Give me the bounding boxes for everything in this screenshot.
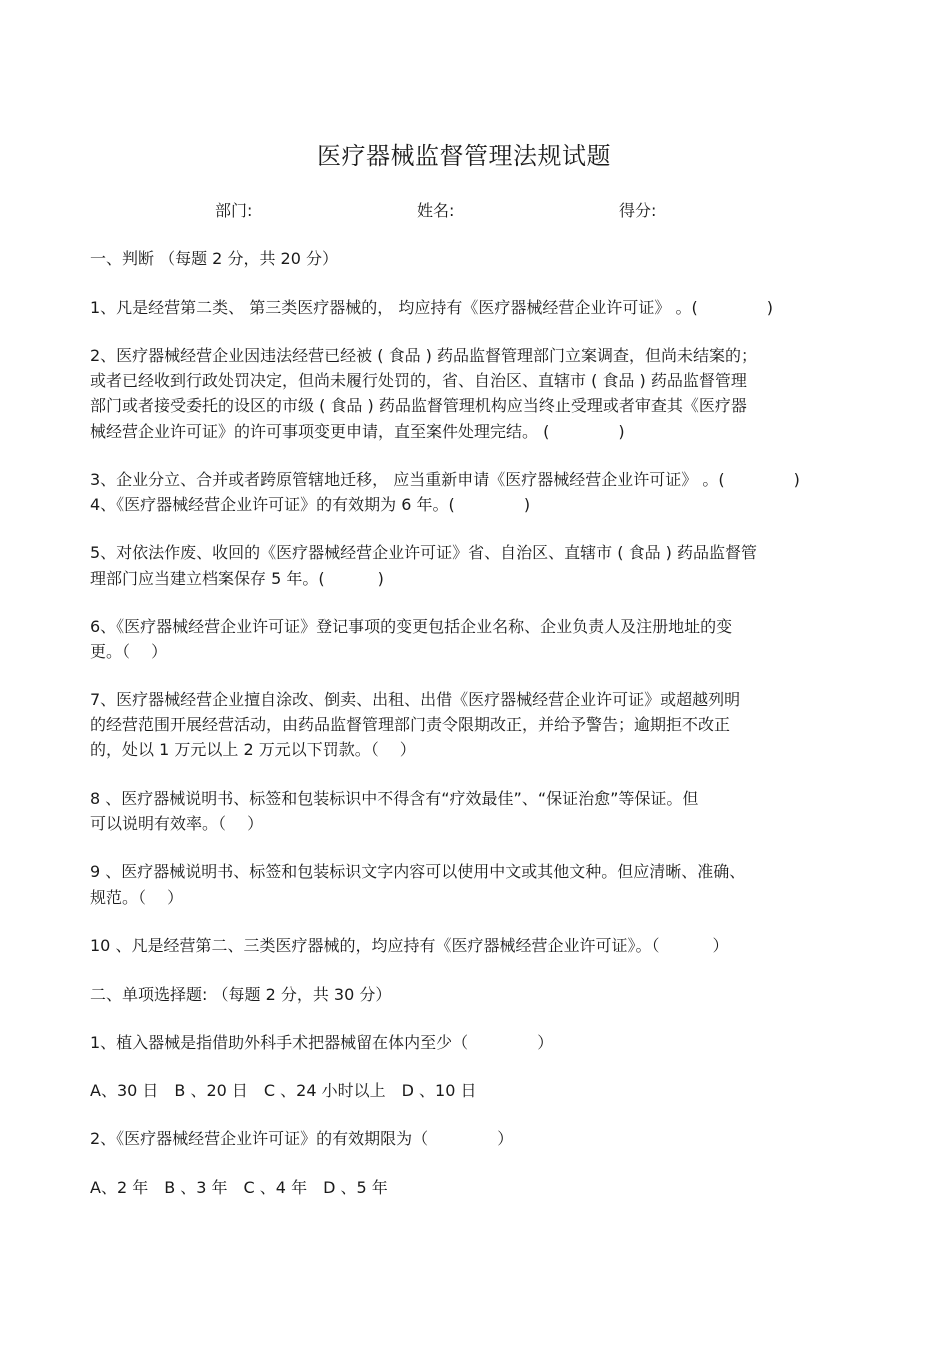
question-line: 9 、医疗器械说明书、标签和包装标识文字内容可以使用中文或其他文种。但应清晰、准确、 (90, 862, 746, 881)
question-line: 械经营企业许可证》的许可事项变更申请，直至案件处理完结。 ( ) (90, 422, 625, 441)
question-line: 6、《医疗器械经营企业许可证》登记事项的变更包括企业名称、企业负责人及注册地址的变 (90, 617, 733, 636)
question-line: 或者已经收到行政处罚决定，但尚未履行处罚的，省、自治区、直辖市 ( 食品 ) 药品监督管理 (90, 371, 747, 390)
question-line: 8 、医疗器械说明书、标签和包装标识中不得含有“疗效最佳”、“保证治愈”等保证。但 (90, 789, 699, 808)
question-line: 理部门应当建立档案保存 5 年。( ) (90, 569, 384, 588)
section-heading-choice: 二、单项选择题: （每题 2 分，共 30 分） (90, 985, 392, 1004)
question-line: 4、《医疗器械经营企业许可证》的有效期为 6 年。( ) (90, 495, 531, 514)
question-line: 更。（ ） (90, 642, 168, 661)
name-label: 姓名: (417, 201, 455, 220)
question-line: 2、医疗器械经营企业因违法经营已经被 ( 食品 ) 药品监督管理部门立案调查，但尚未结案的； (90, 346, 758, 365)
question-line: 规范。（ ） (90, 888, 184, 907)
department-label: 部门: (215, 201, 253, 220)
question-line: 7、医疗器械经营企业擅自涂改、倒卖、出租、出借《医疗器械经营企业许可证》或超越列明 (90, 690, 741, 709)
question-line: 3、企业分立、合并或者跨原管辖地迁移， 应当重新申请《医疗器械经营企业许可证》 。( ) (90, 470, 800, 489)
question-line: 的，处以 1 万元以上 2 万元以下罚款。（ ） (90, 740, 416, 759)
question-line: 可以说明有效率。（ ） (90, 814, 264, 833)
question-line: 5、对依法作废、收回的《医疗器械经营企业许可证》省、自治区、直辖市 ( 食品 ) 药品监督管 (90, 543, 758, 562)
question-line: 的经营范围开展经营活动，由药品监督管理部门责令限期改正，并给予警告；逾期拒不改正 (90, 715, 731, 734)
question-line: 1、植入器械是指借助外科手术把器械留在体内至少（ ） (90, 1033, 554, 1052)
answer-options: A、30 日 B 、20 日 C 、24 小时以上 D 、10 日 (90, 1081, 477, 1100)
question-line: 10 、凡是经营第二、三类医疗器械的，均应持有《医疗器械经营企业许可证》。（ ） (90, 936, 729, 955)
document-title: 医疗器械监督管理法规试题 (317, 142, 611, 170)
question-line: 2、《医疗器械经营企业许可证》的有效期限为（ ） (90, 1129, 514, 1148)
score-label: 得分: (619, 201, 657, 220)
question-line: 部门或者接受委托的设区的市级 ( 食品 ) 药品监督管理机构应当终止受理或者审查其《医疗器 (90, 396, 747, 415)
section-heading-judgment: 一、判断 （每题 2 分，共 20 分） (90, 249, 338, 268)
question-line: 1、凡是经营第二类、 第三类医疗器械的， 均应持有《医疗器械经营企业许可证》 。( ) (90, 298, 774, 317)
answer-options: A、2 年 B 、3 年 C 、4 年 D 、5 年 (90, 1178, 388, 1197)
